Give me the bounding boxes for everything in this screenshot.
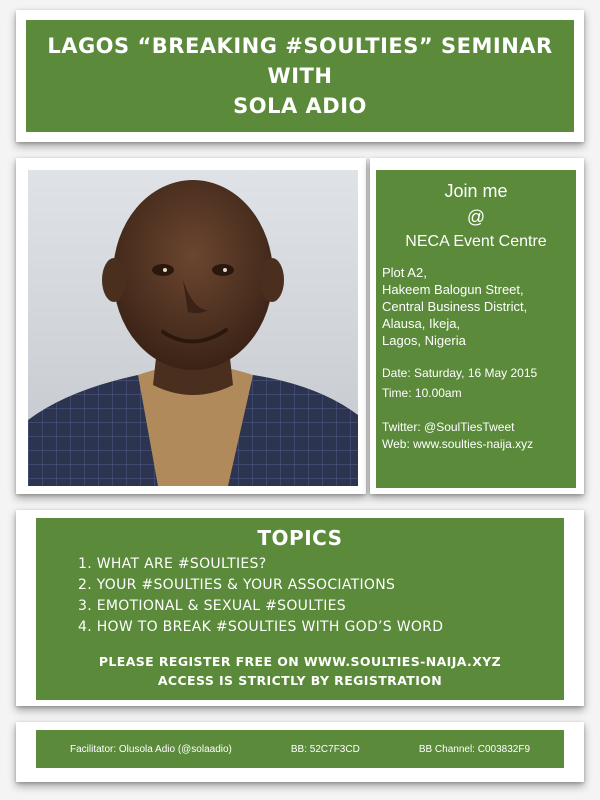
registration-notice — [36, 652, 564, 690]
topics-list — [36, 554, 564, 638]
speaker-name: SOLA ADIO — [233, 94, 367, 118]
topic-item: 4. HOW TO BREAK #SOULTIES WITH GOD’S WORD — [78, 619, 444, 635]
topics-panel — [36, 518, 564, 700]
footer-bar — [36, 730, 564, 768]
at-symbol: @ — [466, 207, 486, 227]
speaker-portrait-illustration — [28, 170, 358, 486]
venue-address — [382, 264, 570, 349]
address-line: Plot A2, — [382, 265, 427, 280]
facilitator-text: Facilitator: Olusola Adio (@solaadio) — [70, 743, 232, 755]
title-with: WITH — [267, 64, 333, 88]
event-date: Date: Saturday, 16 May 2015 — [382, 366, 538, 380]
twitter-handle[interactable]: Twitter: @SoulTiesTweet — [382, 420, 515, 434]
register-link-line[interactable]: PLEASE REGISTER FREE ON WWW.SOULTIES-NAIJA.XYZ — [98, 654, 502, 669]
topic-item: 1. WHAT ARE #SOULTIES? — [78, 556, 267, 572]
venue-panel — [376, 170, 576, 488]
website-link[interactable]: Web: www.soulties-naija.xyz — [382, 437, 534, 451]
address-line: Hakeem Balogun Street, — [382, 282, 524, 297]
event-time: Time: 10.00am — [382, 386, 462, 400]
address-line: Lagos, Nigeria — [382, 333, 466, 348]
address-line: Central Business District, — [382, 299, 528, 314]
photo-card — [16, 158, 366, 494]
join-me-text: Join me — [444, 181, 508, 201]
venue-name: NECA Event Centre — [405, 233, 547, 250]
access-notice: ACCESS IS STRICTLY BY REGISTRATION — [157, 673, 443, 688]
topic-item: 3. EMOTIONAL & SEXUAL #SOULTIES — [78, 598, 346, 614]
address-line: Alausa, Ikeja, — [382, 316, 461, 331]
bb-channel: BB Channel: C003832F9 — [418, 743, 530, 755]
header-banner — [26, 20, 574, 132]
seminar-title: LAGOS “BREAKING #SOULTIES” SEMINAR — [47, 34, 553, 58]
topic-item: 2. YOUR #SOULTIES & YOUR ASSOCIATIONS — [78, 577, 396, 593]
topics-heading: TOPICS — [257, 526, 343, 550]
bb-pin: BB: 52C7F3CD — [290, 743, 360, 755]
speaker-photo — [28, 170, 358, 486]
